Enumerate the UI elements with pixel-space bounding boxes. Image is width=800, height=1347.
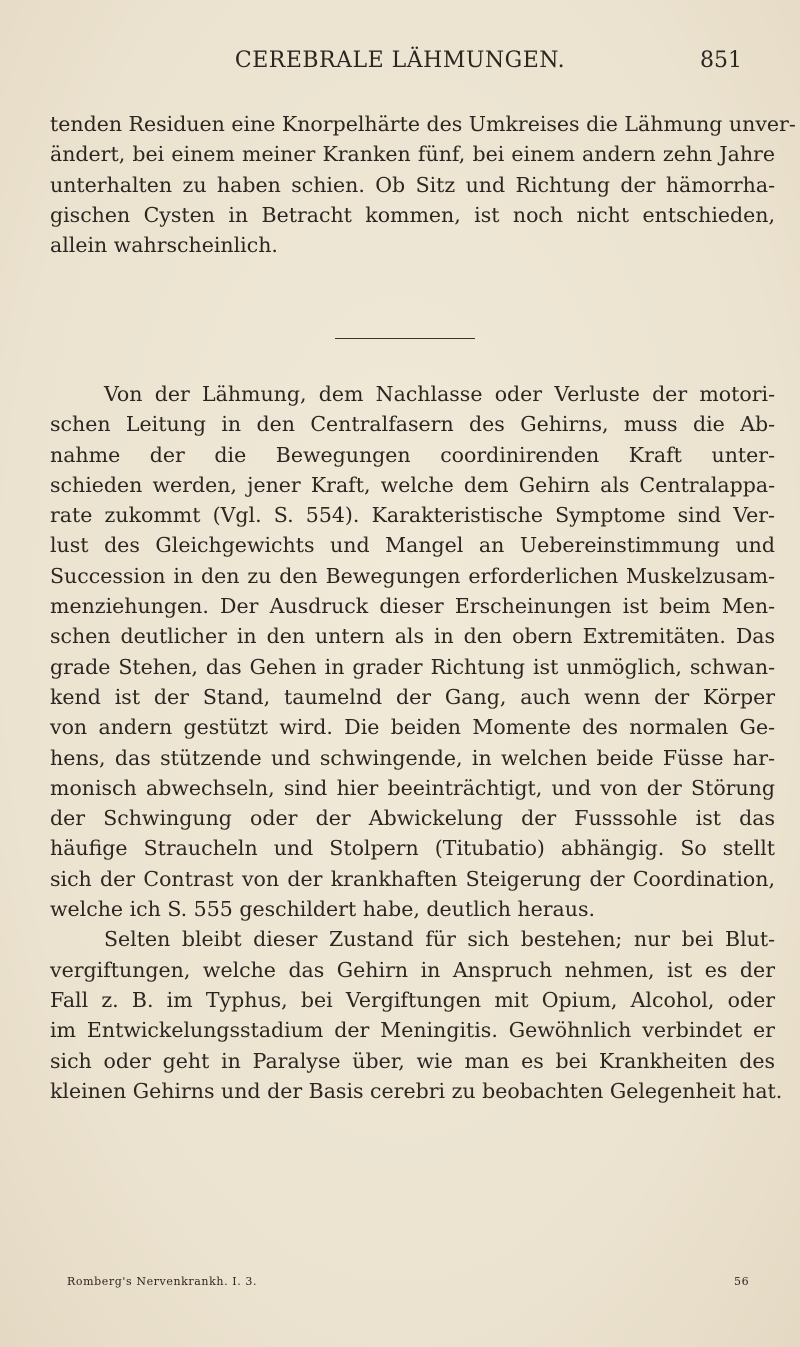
page-number: 851 bbox=[700, 48, 742, 73]
text-line: lust des Gleichgewichts und Mangel an Uebereinstimmung und bbox=[50, 533, 775, 558]
text-line: allein wahrscheinlich. bbox=[50, 233, 278, 258]
footer-signature: Romberg's Nervenkrankh. I. 3. bbox=[67, 1275, 258, 1288]
page-footer bbox=[67, 1271, 767, 1295]
text-line: sich der Contrast von der krankhaften Steigerung der Coordination, bbox=[50, 866, 775, 891]
text-line: schen deutlicher in den untern als in den obern Extremitäten. Das bbox=[50, 624, 775, 649]
paragraph-continuation bbox=[50, 109, 796, 260]
text-line: vergiftungen, welche das Gehirn in Anspruch nehmen, ist es der bbox=[50, 957, 775, 982]
text-line: im Entwickelungsstadium der Meningitis. Gewöhnlich verbindet er bbox=[50, 1018, 775, 1043]
text-line: Selten bleibt dieser Zustand für sich bestehen; nur bei Blut- bbox=[104, 927, 775, 952]
text-line: nahme der die Bewegungen coordinirenden Kraft unter- bbox=[50, 442, 775, 467]
text-line: schen Leitung in den Centralfasern des Gehirns, muss die Ab- bbox=[50, 412, 775, 437]
text-line: schieden werden, jener Kraft, welche dem Gehirn als Centralappa- bbox=[50, 472, 775, 497]
text-line: rate zukommt (Vgl. S. 554). Karakteristische Symptome sind Ver- bbox=[50, 503, 775, 528]
text-line: tenden Residuen eine Knorpelhärte des Umkreises die Lähmung unver- bbox=[50, 112, 796, 136]
text-line: gischen Cysten in Betracht kommen, ist noch nicht entschieden, bbox=[50, 202, 775, 227]
running-head bbox=[0, 40, 800, 80]
text-line: der Schwingung oder der Abwickelung der Fusssohle ist das bbox=[50, 806, 775, 831]
text-line: von andern gestützt wird. Die beiden Momente des normalen Ge- bbox=[50, 715, 775, 740]
text-line: Succession in den zu den Bewegungen erforderlichen Muskelzusam- bbox=[50, 563, 775, 588]
text-line: sich oder geht in Paralyse über, wie man es bei Krankheiten des bbox=[50, 1048, 775, 1073]
text-line: monisch abwechseln, sind hier beeinträchtigt, und von der Störung bbox=[50, 775, 775, 800]
paragraph-coordination bbox=[50, 379, 783, 1106]
text-line: menziehungen. Der Ausdruck dieser Erscheinungen ist beim Men- bbox=[50, 594, 775, 619]
text-line: hens, das stützende und schwingende, in welchen beide Füsse har- bbox=[50, 745, 775, 770]
running-title: CEREBRALE LÄHMUNGEN. bbox=[234, 48, 566, 73]
text-line: welche ich S. 555 geschildert habe, deutlich heraus. bbox=[50, 897, 596, 922]
text-line: grade Stehen, das Gehen in grader Richtung ist unmöglich, schwan- bbox=[50, 654, 775, 679]
text-line: Von der Lähmung, dem Nachlasse oder Verluste der motori- bbox=[104, 382, 775, 406]
text-line: unterhalten zu haben schien. Ob Sitz und Richtung der hämorrha- bbox=[50, 172, 775, 197]
text-line: Fall z. B. im Typhus, bei Vergiftungen mit Opium, Alcohol, oder bbox=[50, 987, 775, 1012]
section-separator-rule bbox=[335, 338, 475, 339]
text-line: häufige Straucheln und Stolpern (Titubatio) abhängig. So stellt bbox=[50, 836, 775, 861]
text-line: kleinen Gehirns und der Basis cerebri zu beobachten Gelegenheit hat. bbox=[50, 1078, 783, 1103]
text-line: ändert, bei einem meiner Kranken fünf, bei einem andern zehn Jahre bbox=[50, 142, 775, 167]
footer-sheet-number: 56 bbox=[734, 1275, 750, 1288]
text-line: kend ist der Stand, taumelnd der Gang, auch wenn der Körper bbox=[50, 684, 775, 709]
